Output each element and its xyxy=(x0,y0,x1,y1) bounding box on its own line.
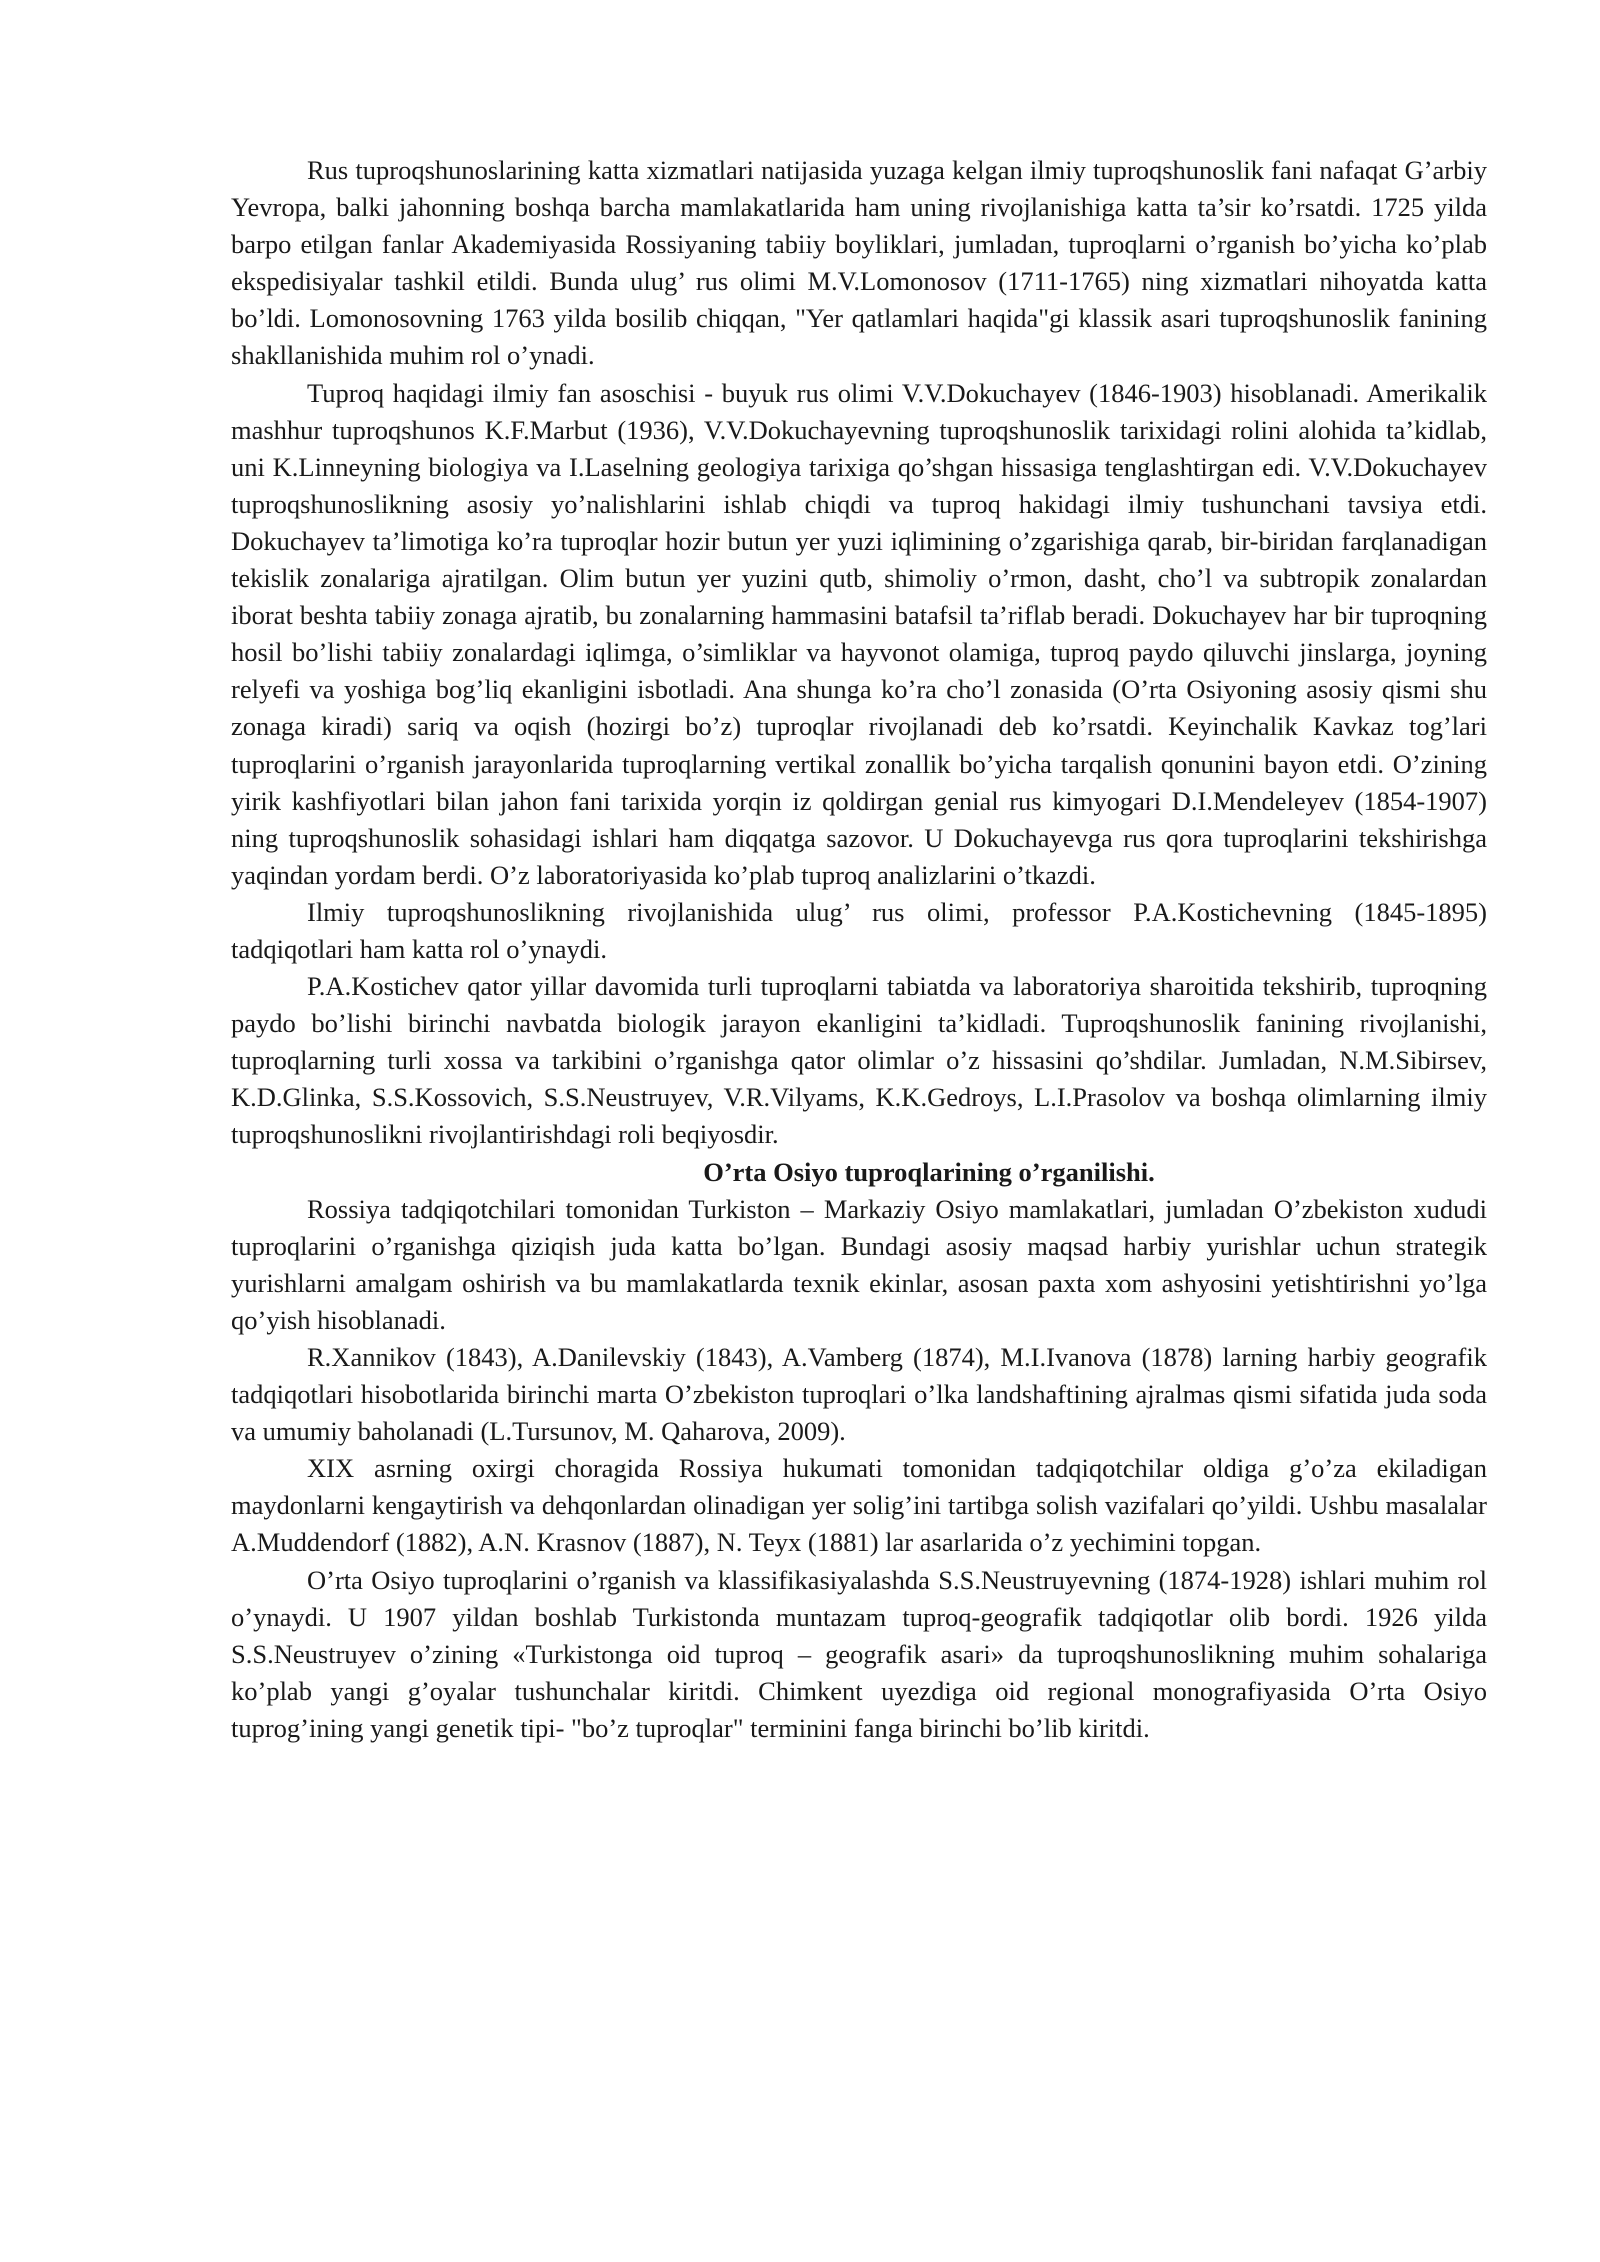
paragraph-russian-researchers: Rossiya tadqiqotchilari tomonidan Turkiston – Markaziy Osiyo mamlakatlari, jumladan O’zbekiston xududi tuproqlarini o’rganishga qiziqish juda katta bo’lgan. Bundagi asosiy maqsad harbiy yurishlar uchun strategik yurishlarni amalgam oshirish va bu mamlakatlarda texnik ekinlar, asosan paxta xom ashyosini yetishtirishni yo’lga qo’yish hisoblanadi. xyxy=(231,1193,1487,1335)
paragraph-kostichev-intro: Ilmiy tuproqshunoslikning rivojlanishida ulug’ rus olimi, professor P.A.Kostichevning (1845-1895) tadqiqotlari ham katta rol o’ynaydi. xyxy=(231,896,1487,964)
paragraph-kostichev-research: P.A.Kostichev qator yillar davomida turli tuproqlarni tabiatda va laboratoriya sharoitida tekshirib, tuproqning paydo bo’lishi birinchi navbatda biologik jarayon ekanligini ta’kidladi. Tuproqshunoslik fanining rivojlanishi, tuproqlarning turli xossa va tarkibini o’rganishga qator olimlar o’z hissasini qo’shdilar. Jumladan, N.M.Sibirsev, K.D.Glinka, S.S.Kossovich, S.S.Neustruyev, V.R.Vilyams, K.K.Gedroys, L.I.Prasolov va boshqa olimlarning ilmiy tuproqshunoslikni rivojlantirishdagi roli beqiyosdir. xyxy=(231,971,1487,1150)
paragraph-neustruyev: O’rta Osiyo tuproqlarini o’rganish va klassifikasiyalashda S.S.Neustruyevning (1874-1928) ishlari muhim rol o’ynaydi. U 1907 yildan boshlab Turkistonda muntazam tuproq-geografik tadqiqotlar olib bordi. 1926 yilda S.S.Neustruyev o’zining «Turkistonga oid tuproq – geografik asari» da tuproqshunoslikning muhim sohalariga ko’plab yangi g’oyalar tushunchalar kiritdi. Chimkent uyezdiga oid regional monografiyasida O’rta Osiyo tuprog’ining yangi genetik tipi- "bo’z tuproqlar" terminini fanga birinchi bo’lib kiritdi. xyxy=(231,1564,1487,1743)
paragraph-military-geography: R.Xannikov (1843), A.Danilevskiy (1843), A.Vamberg (1874), M.I.Ivanova (1878) larning harbiy geografik tadqiqotlari hisobotlarida birinchi marta O’zbekiston tuproqlari o’lka landshaftining ajralmas qismi sifatida juda soda va umumiy baholanadi (L.Tursunov, M. Qaharova, 2009). xyxy=(231,1342,1487,1447)
section-heading: O’rta Osiyo tuproqlarining o’rganilishi. xyxy=(703,1156,1155,1187)
paragraph-dokuchayev: Tuproq haqidagi ilmiy fan asoschisi - buyuk rus olimi V.V.Dokuchayev (1846-1903) hisoblanadi. Amerikalik mashhur tuproqshunos K.F.Marbut (1936), V.V.Dokuchayevning tuproqshunoslik tarixidagi rolini alohida ta’kidlab, uni K.Linneyning biologiya va I.Laselning geologiya tarixiga qo’shgan hissasiga tenglashtirgan edi. V.V.Dokuchayev tuproqshunoslikning asosiy yo’nalishlarini ishlab chiqdi va tuproq hakidagi ilmiy tushunchani tavsiya etdi. Dokuchayev ta’limotiga ko’ra tuproqlar hozir butun yer yuzi iqlimining o’zgarishiga qarab, bir-biridan farqlanadigan tekislik zonalariga ajratilgan. Olim butun yer yuzini qutb, shimoliy o’rmon, dasht, cho’l va subtropik zonalardan iborat beshta tabiiy zonaga ajratib, bu zonalarning hammasini batafsil ta’riflab beradi. Dokuchayev har bir tuproqning hosil bo’lishi tabiiy zonalardagi iqlimga, o’simliklar va hayvonot olamiga, tuproq paydo qiluvchi jinslarga, joyning relyefi va yoshiga bog’liq ekanligini isbotladi. Ana shunga ko’ra cho’l zonasida (O’rta Osiyoning asosiy qismi shu zonaga kiradi) sariq va oqish (hozirgi bo’z) tuproqlar rivojlanadi deb ko’rsatdi. Keyinchalik Kavkaz tog’lari tuproqlarini o’rganish jarayonlarida tuproqlarning vertikal zonallik bo’yicha tarqalish qonunini bayon etdi. O’zining yirik kashfiyotlari bilan jahon fani tarixida yorqin iz qoldirgan genial rus kimyogari D.I.Mendeleyev (1854-1907) ning tuproqshunoslik sohasidagi ishlari ham diqqatga sazovor. U Dokuchayevga rus qora tuproqlarini tekshirishga yaqindan yordam berdi. O’z laboratoriyasida ko’plab tuproq analizlarini o’tkazdi. xyxy=(231,377,1487,890)
document-page xyxy=(231,152,1487,1747)
paragraph-nineteenth-century: XIX asrning oxirgi choragida Rossiya hukumati tomonidan tadqiqotchilar oldiga g’o’za ekiladigan maydonlarni kengaytirish va dehqonlardan olinadigan yer solig’ini tartibga solish vazifalari qo’yildi. Ushbu masalalar A.Muddendorf (1882), A.N. Krasnov (1887), N. Teyx (1881) lar asarlarida o’z yechimini topgan. xyxy=(231,1453,1487,1558)
paragraph-lomonosov: Rus tuproqshunoslarining katta xizmatlari natijasida yuzaga kelgan ilmiy tuproqshunoslik fani nafaqat G’arbiy Yevropa, balki jahonning boshqa barcha mamlakatlarida ham uning rivojlanishiga katta ta’sir ko’rsatdi. 1725 yilda barpo etilgan fanlar Akademiyasida Rossiyaning tabiiy boyliklari, jumladan, tuproqlarni o’rganish bo’yicha ko’plab ekspedisiyalar tashkil etildi. Bunda ulug’ rus olimi M.V.Lomonosov (1711-1765) ning xizmatlari nihoyatda katta bo’ldi. Lomonosovning 1763 yilda bosilib chiqqan, "Yer qatlamlari haqida"gi klassik asari tuproqshunoslik fanining shakllanishida muhim rol o’ynadi. xyxy=(231,155,1487,371)
